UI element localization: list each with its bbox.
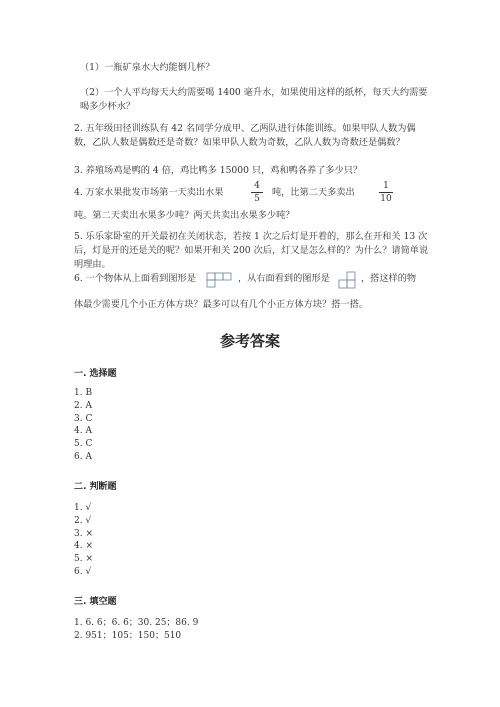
fraction-four-fifths	[249, 181, 265, 204]
answer-item: 5. ×	[74, 554, 93, 565]
answer-item: 2. √	[74, 515, 92, 526]
answer-item: 2. 951；105；150；510	[74, 630, 182, 641]
question-1-2: （2）一个人平均每天大约需要喝 1400 毫升水，如果使用这样的纸杯，每天大约需要喝多少杯水？	[80, 87, 428, 112]
answer-list-choice	[74, 387, 92, 464]
question-6-part-b: ，从右面看到的图形是	[238, 273, 330, 284]
answer-item: 5. C	[74, 439, 93, 450]
fraction-numerator: 1	[383, 181, 389, 191]
right-view-figure	[338, 271, 358, 289]
question-2: 2. 五年级田径训练队有 42 名同学分成甲、乙两队进行体能训练。如果甲队人数为偶数，乙队人数是偶数还是奇数？如果甲队人数为奇数，乙队人数为奇数还是偶数？	[74, 123, 416, 148]
section-heading-fill-blank: 三. 填空题	[74, 597, 117, 607]
answer-item: 4. A	[74, 426, 92, 437]
answer-item: 3. ×	[74, 528, 93, 539]
top-view-figure	[206, 272, 234, 288]
fraction-denominator: 10	[380, 194, 392, 204]
answer-item: 4. ×	[74, 541, 93, 552]
question-6-part-d: 体最少需要几个小正方体方块？最多可以有几个小正方体方块？搭一搭。	[74, 299, 368, 310]
question-1-1: （1）一瓶矿泉水大约能倒几杯？	[80, 62, 215, 73]
answer-item: 2. A	[74, 400, 92, 411]
question-4-part-c: 吨。第二天卖出水果多少吨？两天共卖出水果多少吨？	[74, 210, 295, 221]
question-4-part-b: 吨，比第二天多卖出	[272, 187, 355, 198]
section-heading-choice: 一. 选择题	[74, 369, 117, 379]
answer-item: 6. √	[74, 566, 92, 577]
fraction-denominator: 5	[254, 194, 260, 204]
answer-list-true-false	[74, 502, 93, 579]
question-3: 3. 养殖场鸡是鸭的 4 倍，鸡比鸭多 15000 只，鸡和鸭各养了多少只？	[74, 165, 363, 176]
answer-item: 1. √	[74, 503, 92, 513]
answer-item: 6. A	[74, 451, 92, 462]
section-heading-true-false: 二. 判断题	[74, 482, 117, 492]
answer-item: 1. 6. 6；6. 6；30. 25；86. 9	[74, 618, 199, 628]
fraction-one-tenth	[377, 181, 395, 204]
question-5: 5. 乐乐家卧室的开关最初在关闭状态，若按 1 次之后灯是开着的，那么在开和关 13 次后，灯是开的还是关的呢？如果开和关 200 次后，灯又是怎么样的？为什么？请简单说明理由。	[74, 231, 429, 270]
answer-item: 3. C	[74, 413, 93, 424]
question-6-part-c: ，搭这样的物	[361, 273, 417, 284]
fraction-numerator: 4	[254, 181, 260, 191]
answer-item: 1. B	[74, 388, 93, 398]
question-4-part-a: 4. 万家水果批发市场第一天卖出水果	[74, 187, 224, 198]
answer-list-fill-blank	[74, 617, 198, 643]
question-6-part-a: 6. 一个物体从上面看到图形是	[74, 273, 196, 284]
answers-title: 参考答案	[219, 332, 280, 350]
